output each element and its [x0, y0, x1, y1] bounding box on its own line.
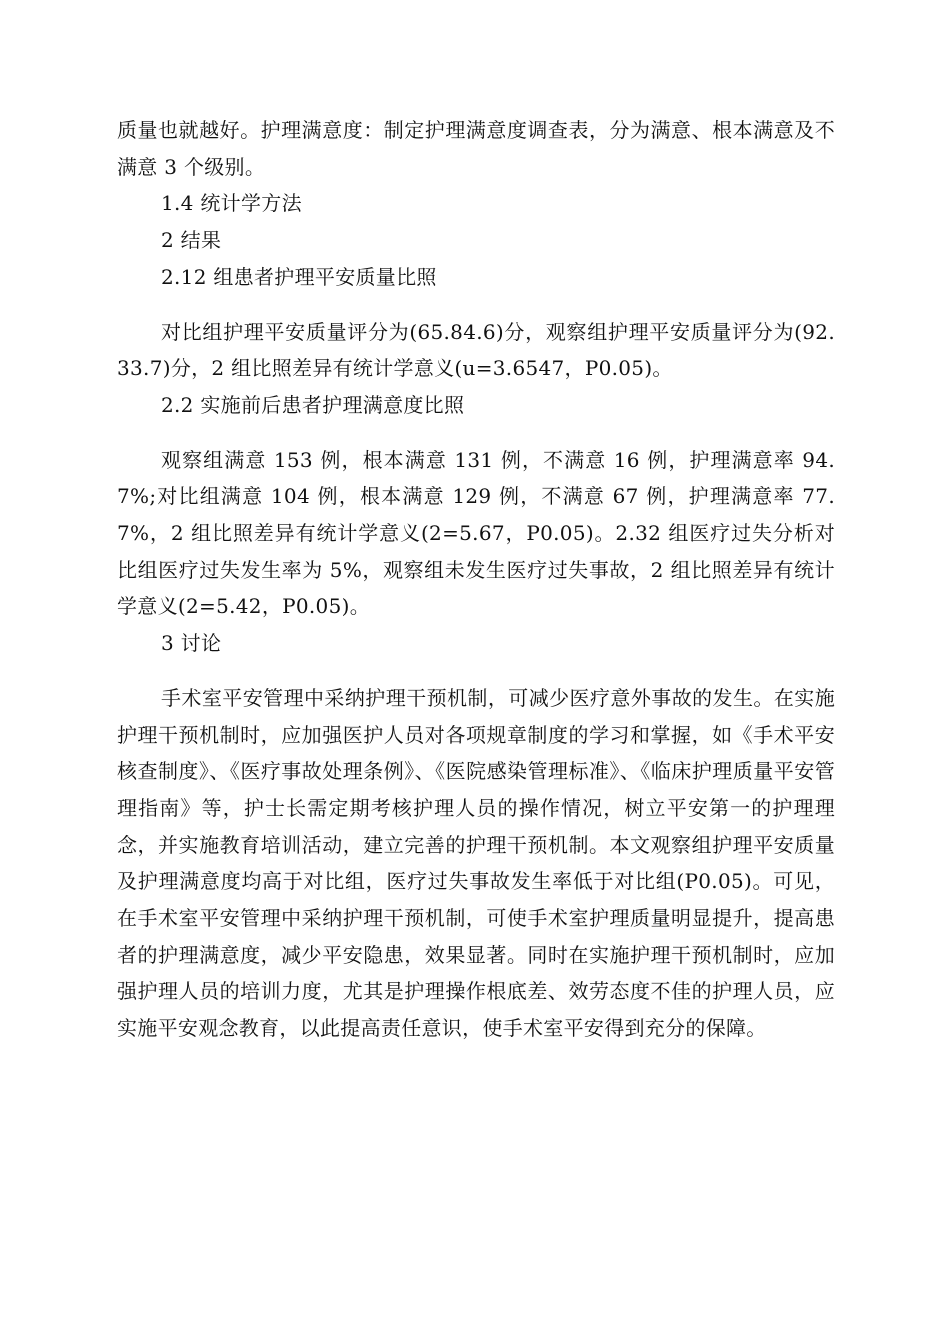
heading-statistical-methods: 1.4 统计学方法 — [161, 191, 302, 216]
heading-safety-quality-comparison: 2.12 组患者护理平安质量比照 — [161, 264, 437, 289]
heading-satisfaction-comparison: 2.2 实施前后患者护理满意度比照 — [161, 392, 465, 417]
paragraph-satisfaction-levels: 质量也就越好。护理满意度：制定护理满意度调查表，分为满意、根本满意及不满意 3 个级别。 — [117, 118, 835, 179]
paragraph-discussion: 手术室平安管理中采纳护理干预机制，可减少医疗意外事故的发生。在实施护理干预机制时，应加强医护人员对各项规章制度的学习和掌握，如《手术平安核查制度》、《医疗事故处理条例》、《医院感染管理标准》、《临床护理质量平安管理指南》等，护士长需定期考核护理人员的操作情况，树立平安第一的护理理念，并实施教育培训活动，建立完善的护理干预机制。本文观察组护理平安质量及护理满意度均高于对比组，医疗过失事故发生率低于对比组(P0.05)。可见，在手术室平安管理中采纳护理干预机制，可使手术室护理质量明显提升，提高患者的护理满意度，减少平安隐患，效果显著。同时在实施护理干预机制时，应加强护理人员的培训力度，尤其是护理操作根底差、效劳态度不佳的护理人员，应实施平安观念教育，以此提高责任意识，使手术室平安得到充分的保障。 — [117, 685, 835, 1041]
paragraph-satisfaction-results: 观察组满意 153 例，根本满意 131 例，不满意 16 例，护理满意率 94.7%;对比组满意 104 例，根本满意 129 例，不满意 67 例，护理满意率 77.7%，2 组比照差异有统计学意义(2=5.67，P0.05)。2.32 组医疗过失分析对比组医疗过失发生率为 5%，观察组未发生医疗过失事故，2 组比照差异有统计学意义(2=5.42，P0.05)。 — [117, 447, 835, 619]
heading-results: 2 结果 — [161, 228, 222, 253]
paragraph-safety-quality-scores: 对比组护理平安质量评分为(65.84.6)分，观察组护理平安质量评分为(92.33.7)分，2 组比照差异有统计学意义(u=3.6547，P0.05)。 — [117, 319, 835, 381]
heading-discussion: 3 讨论 — [161, 631, 222, 656]
document-page — [117, 112, 835, 1047]
